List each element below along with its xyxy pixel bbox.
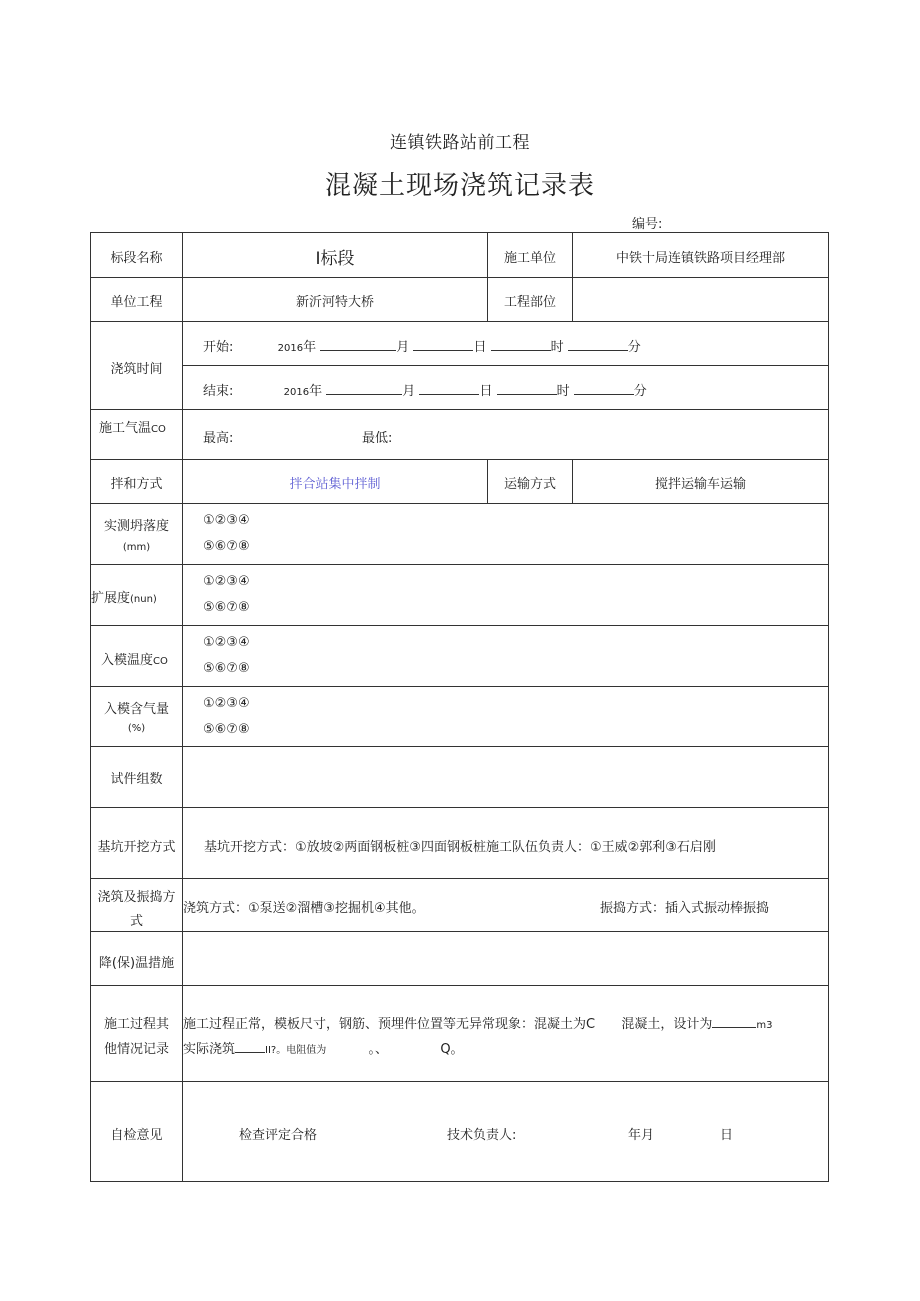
end-hour-blank[interactable] — [497, 382, 557, 395]
temperature-max-label: 最高: — [203, 431, 234, 446]
specimen-groups-label: 试件组数 — [110, 772, 163, 787]
slump-values-2: ⑤⑥⑦⑧ — [203, 539, 250, 554]
spread-values-2: ⑤⑥⑦⑧ — [203, 600, 250, 615]
mixing-label: 拌和方式 — [110, 477, 163, 492]
curing-label: 降(保)温措施 — [98, 956, 175, 971]
mold-temp-unit: CO — [153, 656, 168, 667]
month-unit: 月 — [396, 340, 410, 355]
row-divider — [91, 277, 828, 278]
temperature-label: 施工气温 — [99, 421, 152, 436]
end-day-blank[interactable] — [419, 382, 479, 395]
minute-unit: 分 — [633, 384, 647, 399]
excavation-label: 基坑开挖方式 — [97, 840, 176, 855]
mold-temp-values-1: ①②③④ — [203, 635, 250, 650]
contractor-label: 施工单位 — [503, 251, 556, 266]
pour-start-row — [203, 336, 641, 355]
design-volume-blank[interactable] — [712, 1015, 756, 1028]
temperature-min-label: 最低: — [362, 431, 393, 446]
sign-day: 日 — [720, 1128, 734, 1143]
transport-label: 运输方式 — [503, 477, 556, 492]
row-divider — [91, 409, 828, 410]
slump-unit: (mm) — [122, 542, 151, 553]
month-unit: 月 — [402, 384, 416, 399]
air-content-values-1: ①②③④ — [203, 696, 250, 711]
process-line-1 — [183, 1013, 773, 1032]
document-number-label: 编号: — [632, 217, 663, 232]
section-name-value: I标段 — [315, 249, 355, 269]
process-label-1: 施工过程其 — [103, 1017, 169, 1032]
unit-project-value: 新沂河特大桥 — [295, 295, 374, 310]
temperature-label-group — [99, 417, 166, 436]
unit-m3: m3 — [756, 1020, 773, 1031]
row-divider — [91, 807, 828, 808]
process-text-4: II?。电阻值为 — [265, 1045, 327, 1056]
start-hour-blank[interactable] — [491, 338, 551, 351]
transport-value: 搅拌运输车运输 — [654, 477, 746, 492]
end-year: 2016 — [283, 387, 310, 398]
project-part-label: 工程部位 — [503, 295, 556, 310]
start-label: 开始: — [203, 340, 234, 355]
end-minute-blank[interactable] — [574, 382, 634, 395]
pour-method-label-2: 式 — [129, 914, 143, 929]
year-unit: 年 — [309, 384, 323, 399]
spread-label-group — [91, 587, 157, 606]
concrete-grade: C — [586, 1017, 596, 1032]
pouring-record-table — [90, 232, 829, 1182]
process-text-2: 混凝土，设计为 — [621, 1017, 713, 1032]
end-label: 结束: — [203, 384, 234, 399]
process-line-2 — [183, 1038, 464, 1057]
row-divider — [91, 878, 828, 879]
process-text-6: Q。 — [440, 1042, 464, 1057]
pour-method-label-1: 浇筑及振捣方 — [97, 890, 176, 905]
pour-end-row — [203, 380, 647, 399]
mold-temp-label: 入模温度 — [101, 653, 154, 668]
pour-method-value: 浇筑方式：①泵送②溜槽③挖掘机④其他。 — [183, 901, 425, 916]
air-content-values-2: ⑤⑥⑦⑧ — [203, 722, 250, 737]
row-divider — [91, 931, 828, 932]
air-content-label: 入模含气量 — [103, 702, 169, 717]
row-divider — [91, 564, 828, 565]
section-name-label: 标段名称 — [110, 251, 163, 266]
process-text-5: 。、 — [368, 1042, 389, 1057]
row-divider — [182, 365, 828, 366]
mold-temp-values-2: ⑤⑥⑦⑧ — [203, 661, 250, 676]
pour-time-label: 浇筑时间 — [110, 362, 163, 377]
row-divider — [91, 985, 828, 986]
minute-unit: 分 — [627, 340, 641, 355]
excavation-value: 基坑开挖方式：①放坡②两面钢板桩③四面钢板桩施工队伍负责人：①王威②郭利③石启刚 — [204, 840, 716, 855]
row-divider — [91, 503, 828, 504]
spread-values-1: ①②③④ — [203, 574, 250, 589]
row-divider — [91, 459, 828, 460]
unit-project-label: 单位工程 — [110, 295, 163, 310]
process-label-2: 他情况记录 — [103, 1042, 169, 1057]
hour-unit: 时 — [556, 384, 570, 399]
start-year: 2016 — [277, 343, 304, 354]
year-unit: 年 — [303, 340, 317, 355]
self-check-result: 检查评定合格 — [239, 1128, 318, 1143]
air-content-unit: (%) — [127, 723, 146, 734]
vibration-method-value: 振捣方式：插入式振动棒振捣 — [600, 901, 770, 916]
start-month-blank[interactable] — [320, 338, 396, 351]
start-day-blank[interactable] — [413, 338, 473, 351]
form-title: 混凝土现场浇筑记录表 — [324, 171, 595, 201]
slump-label: 实测坍落度 — [103, 519, 169, 534]
temperature-unit: CO — [151, 424, 166, 435]
self-check-label: 自检意见 — [110, 1128, 163, 1143]
mold-temp-label-group — [101, 649, 168, 668]
day-unit: 日 — [479, 384, 493, 399]
sign-year-month: 年月 — [628, 1128, 655, 1143]
spread-unit: (nun) — [130, 594, 157, 605]
hour-unit: 时 — [550, 340, 564, 355]
end-month-blank[interactable] — [326, 382, 402, 395]
process-text-3: 实际浇筑 — [183, 1042, 236, 1057]
tech-lead-label: 技术负责人: — [447, 1128, 517, 1143]
row-divider — [91, 625, 828, 626]
row-divider — [91, 686, 828, 687]
row-divider — [91, 321, 828, 322]
day-unit: 日 — [473, 340, 487, 355]
project-name: 连镇铁路站前工程 — [390, 133, 530, 153]
mixing-value: 拌合站集中拌制 — [289, 477, 381, 492]
start-minute-blank[interactable] — [568, 338, 628, 351]
spread-label: 扩展度 — [91, 591, 131, 606]
actual-volume-blank[interactable] — [235, 1040, 265, 1053]
row-divider — [91, 1081, 828, 1082]
contractor-value: 中铁十局连镇铁路项目经理部 — [615, 251, 785, 266]
row-divider — [91, 746, 828, 747]
slump-values-1: ①②③④ — [203, 513, 250, 528]
process-text-1: 施工过程正常，模板尺寸，钢筋、预埋件位置等无异常现象：混凝土为 — [183, 1017, 587, 1032]
